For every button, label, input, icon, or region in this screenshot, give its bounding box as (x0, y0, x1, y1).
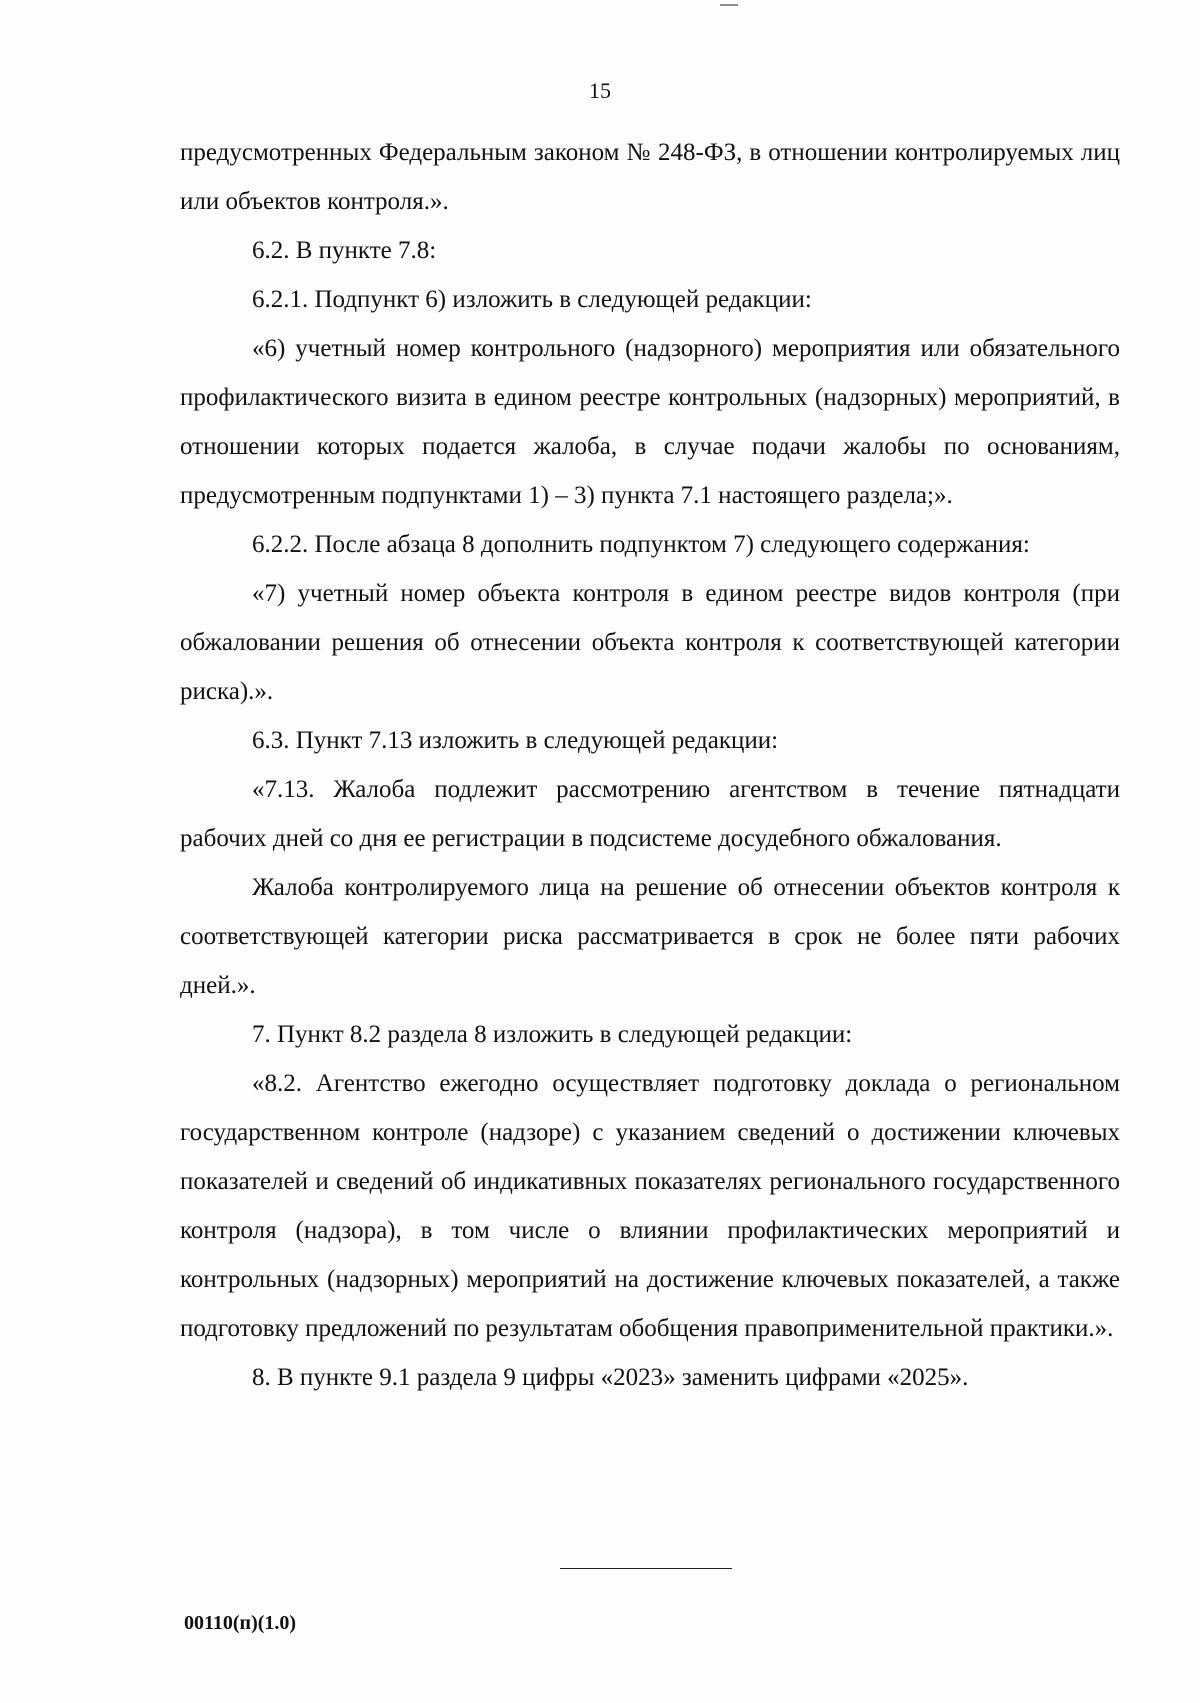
paragraph-7-13-text: «7.13. Жалоба подлежит рассмотрению агентством в течение пятнадцати рабочих дней со дня ее регистрации в подсистеме досудебного обжалования. (180, 776, 1120, 852)
paragraph-8-2-text: «8.2. Агентство ежегодно осуществляет подготовку доклада о региональном государственном контроле (надзоре) с указанием сведений о достижении ключевых показателей и сведений об индикативных показателях регионального государственного контроля (надзора), в том числе о влиянии профилактических мероприятий и контрольных (надзорных) мероприятий на достижение ключевых показателей, а также подготовку предложений по результатам обобщения правоприменительной практики.». (180, 1070, 1120, 1342)
page-number: 15 (589, 78, 611, 103)
paragraph-6-2-1: 6.2.1. Подпункт 6) изложить в следующей редакции: (252, 286, 812, 313)
paragraph-continuation: предусмотренных Федеральным законом № 248-ФЗ, в отношении контролируемых лиц или объектов контроля.». (180, 139, 1120, 215)
paragraph-subpoint-7-text: «7) учетный номер объекта контроля в едином реестре видов контроля (при обжаловании решения об отнесении объекта контроля к соответствующей категории риска).». (180, 580, 1120, 705)
paragraph-8: 8. В пункте 9.1 раздела 9 цифры «2023» заменить цифрами «2025». (252, 1364, 969, 1391)
paragraph-6-3: 6.3. Пункт 7.13 изложить в следующей редакции: (252, 727, 779, 754)
document-code: 00110(п)(1.0) (184, 1612, 297, 1634)
scan-artifact (720, 4, 738, 6)
paragraph-7: 7. Пункт 8.2 раздела 8 изложить в следующей редакции: (252, 1021, 853, 1048)
paragraph-complaint-risk: Жалоба контролируемого лица на решение об отнесении объектов контроля к соответствующей категории риска рассматривается в срок не более пяти рабочих дней.». (180, 874, 1120, 999)
paragraph-6-2-2: 6.2.2. После абзаца 8 дополнить подпунктом 7) следующего содержания: (252, 531, 1030, 558)
separator-line (560, 1568, 732, 1569)
paragraph-subpoint-6-text: «6) учетный номер контрольного (надзорного) мероприятия или обязательного профилактического визита в едином реестре контрольных (надзорных) мероприятий, в отношении которых подается жалоба, в случае подачи жалобы по основаниям, предусмотренным подпунктами 1) – 3) пункта 7.1 настоящего раздела;». (180, 335, 1120, 509)
document-body (180, 128, 1120, 1402)
paragraph-6-2: 6.2. В пункте 7.8: (252, 237, 437, 264)
